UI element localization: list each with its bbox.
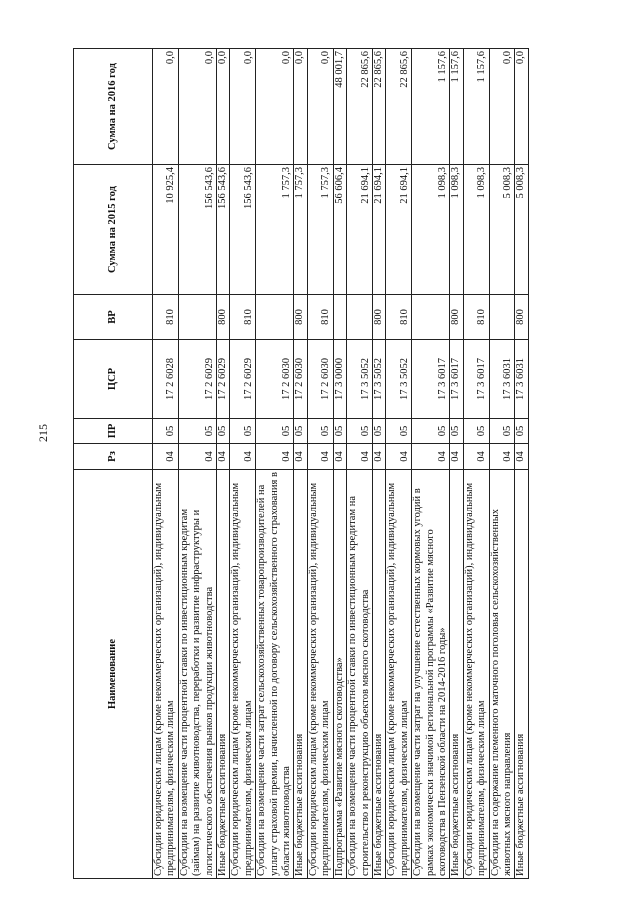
- budget-table: [73, 48, 529, 879]
- cell-csr: 17 3 6017: [463, 340, 489, 419]
- cell-name: Субсидии юридическим лицам (кроме некоммерческих организаций), индивидуальным предпринимателям, физическим лицам: [230, 470, 256, 879]
- cell-rz: 04: [333, 444, 346, 470]
- cell-name: Субсидии на возмещение части процентной ставки по инвестиционным кредитам на строительство и реконструкцию объектов мясного скотоводства: [347, 470, 373, 879]
- cell-rz: 04: [153, 444, 179, 470]
- cell-sum-2015: 1 098,3: [450, 165, 463, 295]
- table-row: [178, 49, 216, 879]
- cell-vr: [178, 295, 216, 340]
- cell-csr: 17 3 6031: [489, 340, 515, 419]
- cell-sum-2015: 1 757,3: [256, 165, 294, 295]
- cell-pr: 05: [515, 419, 528, 444]
- page-number: 215: [36, 424, 50, 442]
- cell-vr: [347, 295, 373, 340]
- cell-csr: 17 2 6030: [294, 340, 307, 419]
- cell-rz: 04: [372, 444, 385, 470]
- header-vr: ВР: [74, 295, 153, 340]
- header-sum-2016: Сумма на 2016 год: [74, 49, 153, 165]
- rotated-page: [73, 49, 589, 879]
- cell-csr: 17 2 6028: [153, 340, 179, 419]
- cell-vr: [412, 295, 450, 340]
- cell-csr: 17 3 6017: [412, 340, 450, 419]
- cell-pr: 05: [412, 419, 450, 444]
- cell-sum-2016: 1 157,6: [450, 49, 463, 165]
- cell-sum-2015: 21 694,1: [386, 165, 412, 295]
- cell-name: Субсидии юридическим лицам (кроме некоммерческих организаций), индивидуальным предпринимателям, физическим лицам: [153, 470, 179, 879]
- cell-rz: 04: [463, 444, 489, 470]
- cell-sum-2016: 0,0: [294, 49, 307, 165]
- cell-sum-2016: 0,0: [515, 49, 528, 165]
- cell-sum-2015: 5 008,3: [515, 165, 528, 295]
- cell-pr: 05: [217, 419, 230, 444]
- cell-name: Подпрограмма «Развитие мясного скотоводства»: [333, 470, 346, 879]
- header-name: Наименование: [74, 470, 153, 879]
- cell-name: Субсидии на возмещение части процентной ставки по инвестиционным кредитам (займам) на развитие животноводства, переработки и развитие инфраструктуры и логистического обеспечения рынков продукции животноводства: [178, 470, 216, 879]
- cell-csr: 17 3 5052: [372, 340, 385, 419]
- header-rz: Рз: [74, 444, 153, 470]
- cell-rz: 04: [256, 444, 294, 470]
- cell-vr: [489, 295, 515, 340]
- cell-name: Иные бюджетные ассигнования: [217, 470, 230, 879]
- cell-vr: 810: [386, 295, 412, 340]
- cell-pr: 05: [230, 419, 256, 444]
- cell-sum-2015: 10 925,4: [153, 165, 179, 295]
- cell-sum-2015: 1 098,3: [412, 165, 450, 295]
- cell-sum-2015: 156 543,6: [230, 165, 256, 295]
- cell-pr: 05: [307, 419, 333, 444]
- cell-csr: 17 3 6031: [515, 340, 528, 419]
- cell-name: Иные бюджетные ассигнования: [450, 470, 463, 879]
- table-row: [307, 49, 333, 879]
- cell-vr: 810: [463, 295, 489, 340]
- cell-vr: 800: [294, 295, 307, 340]
- cell-name: Иные бюджетные ассигнования: [515, 470, 528, 879]
- cell-rz: 04: [307, 444, 333, 470]
- cell-sum-2016: 22 865,6: [386, 49, 412, 165]
- table-row: [217, 49, 230, 879]
- cell-vr: 810: [230, 295, 256, 340]
- cell-csr: 17 2 6029: [217, 340, 230, 419]
- table-row: [230, 49, 256, 879]
- cell-sum-2015: 21 694,1: [372, 165, 385, 295]
- cell-csr: 17 2 6030: [307, 340, 333, 419]
- cell-sum-2015: 1 098,3: [463, 165, 489, 295]
- cell-vr: [333, 295, 346, 340]
- cell-rz: 04: [294, 444, 307, 470]
- cell-name: Иные бюджетные ассигнования: [372, 470, 385, 879]
- table-row: [489, 49, 515, 879]
- cell-sum-2016: 0,0: [153, 49, 179, 165]
- cell-sum-2015: 5 008,3: [489, 165, 515, 295]
- table-row: [372, 49, 385, 879]
- cell-pr: 05: [372, 419, 385, 444]
- cell-rz: 04: [386, 444, 412, 470]
- cell-sum-2015: 1 757,3: [307, 165, 333, 295]
- cell-vr: 810: [307, 295, 333, 340]
- cell-csr: 17 3 5052: [347, 340, 373, 419]
- cell-pr: 05: [178, 419, 216, 444]
- cell-name: Субсидии на содержание племенного маточного поголовья сельскохозяйственных животных мясного направления: [489, 470, 515, 879]
- cell-sum-2016: 0,0: [307, 49, 333, 165]
- cell-sum-2016: 48 001,7: [333, 49, 346, 165]
- header-sum-2015: Сумма на 2015 год: [74, 165, 153, 295]
- cell-sum-2015: 21 694,1: [347, 165, 373, 295]
- cell-pr: 05: [153, 419, 179, 444]
- table-row: [515, 49, 528, 879]
- cell-sum-2016: 0,0: [230, 49, 256, 165]
- cell-pr: 05: [450, 419, 463, 444]
- cell-csr: 17 3 0000: [333, 340, 346, 419]
- table-row: [256, 49, 294, 879]
- cell-vr: 800: [450, 295, 463, 340]
- cell-sum-2016: 0,0: [256, 49, 294, 165]
- cell-name: Субсидии на возмещение части затрат на улучшение естественных кормовых угодий в рамках экономически значимой региональной программы «Развитие мясного скотоводства в Пензенской области на 2014-2016 годы»: [412, 470, 450, 879]
- cell-rz: 04: [230, 444, 256, 470]
- cell-rz: 04: [489, 444, 515, 470]
- cell-pr: 05: [347, 419, 373, 444]
- cell-pr: 05: [294, 419, 307, 444]
- cell-name: Субсидии на возмещение части затрат сельскохозяйственных товаропроизводителей на уплату страховой премии, начисленной по договору сельскохозяйственного страхования в области животноводства: [256, 470, 294, 879]
- cell-rz: 04: [217, 444, 230, 470]
- cell-sum-2015: 156 543,6: [178, 165, 216, 295]
- cell-csr: 17 2 6029: [178, 340, 216, 419]
- table-row: [294, 49, 307, 879]
- cell-csr: 17 3 5052: [386, 340, 412, 419]
- cell-sum-2015: 1 757,3: [294, 165, 307, 295]
- header-pr: ПР: [74, 419, 153, 444]
- cell-name: Субсидии юридическим лицам (кроме некоммерческих организаций), индивидуальным предпринимателям, физическим лицам: [463, 470, 489, 879]
- cell-vr: [256, 295, 294, 340]
- table-row: [333, 49, 346, 879]
- cell-vr: 800: [217, 295, 230, 340]
- cell-rz: 04: [178, 444, 216, 470]
- cell-sum-2016: 0,0: [489, 49, 515, 165]
- cell-rz: 04: [450, 444, 463, 470]
- cell-csr: 17 2 6030: [256, 340, 294, 419]
- cell-name: Субсидии юридическим лицам (кроме некоммерческих организаций), индивидуальным предпринимателям, физическим лицам: [307, 470, 333, 879]
- cell-pr: 05: [333, 419, 346, 444]
- cell-sum-2016: 0,0: [217, 49, 230, 165]
- table-body: [153, 49, 529, 879]
- cell-rz: 04: [412, 444, 450, 470]
- cell-name: Иные бюджетные ассигнования: [294, 470, 307, 879]
- cell-vr: 800: [372, 295, 385, 340]
- cell-vr: 810: [153, 295, 179, 340]
- table-row: [347, 49, 373, 879]
- cell-sum-2016: 1 157,6: [463, 49, 489, 165]
- header-csr: ЦСР: [74, 340, 153, 419]
- header-row: [74, 49, 153, 879]
- cell-rz: 04: [515, 444, 528, 470]
- cell-sum-2015: 156 543,6: [217, 165, 230, 295]
- cell-sum-2016: 22 865,6: [347, 49, 373, 165]
- cell-sum-2016: 0,0: [178, 49, 216, 165]
- cell-pr: 05: [463, 419, 489, 444]
- cell-vr: 800: [515, 295, 528, 340]
- cell-pr: 05: [489, 419, 515, 444]
- cell-pr: 05: [256, 419, 294, 444]
- table-row: [450, 49, 463, 879]
- cell-name: Субсидии юридическим лицам (кроме некоммерческих организаций), индивидуальным предпринимателям, физическим лицам: [386, 470, 412, 879]
- cell-sum-2016: 22 865,6: [372, 49, 385, 165]
- cell-sum-2016: 1 157,6: [412, 49, 450, 165]
- cell-sum-2015: 56 606,4: [333, 165, 346, 295]
- table-row: [463, 49, 489, 879]
- table-row: [412, 49, 450, 879]
- cell-csr: 17 2 6029: [230, 340, 256, 419]
- table-row: [386, 49, 412, 879]
- table-row: [153, 49, 179, 879]
- cell-pr: 05: [386, 419, 412, 444]
- cell-csr: 17 3 6017: [450, 340, 463, 419]
- cell-rz: 04: [347, 444, 373, 470]
